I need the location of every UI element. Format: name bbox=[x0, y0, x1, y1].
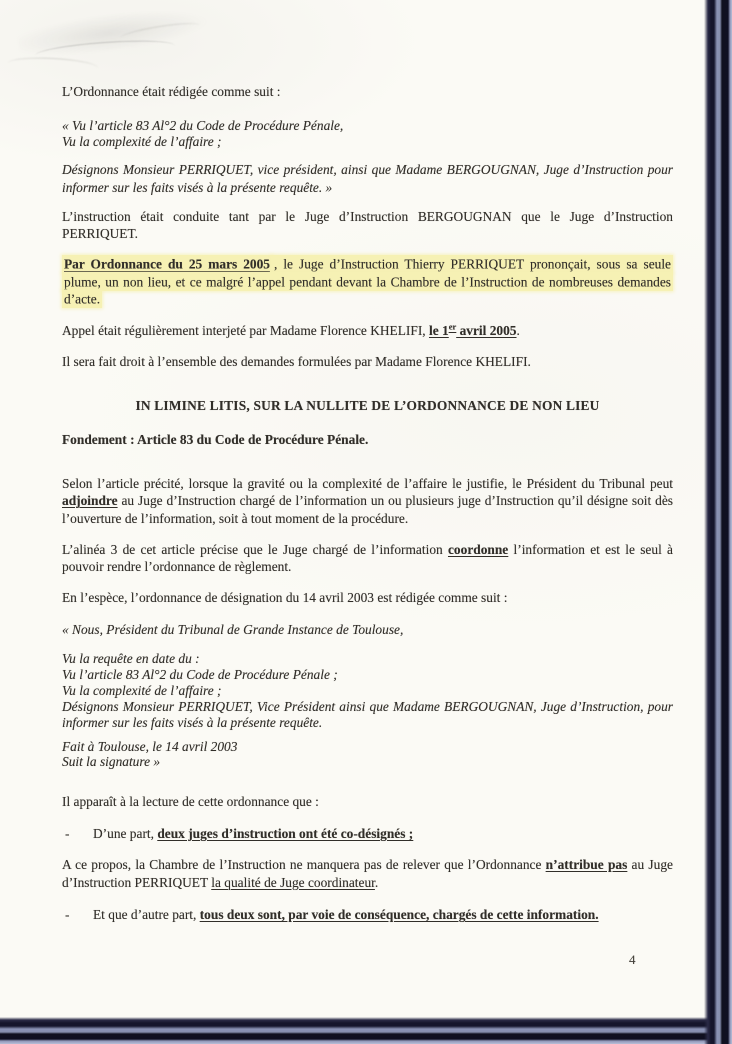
scan-shadow-bottom bbox=[0, 1017, 732, 1044]
text-segment: L’instruction était conduite tant par le Juge d’Instruction BERGOUGNAN que le Juge d’Instruction PERRIQUET. bbox=[62, 209, 673, 242]
text-segment: le 1 bbox=[428, 323, 449, 339]
para-fondement bbox=[62, 431, 673, 448]
bullet-dash: - bbox=[65, 825, 70, 841]
text-segment: D’une part, bbox=[93, 825, 158, 841]
text-segment: Vu la requête en date du : bbox=[62, 651, 200, 667]
document-body bbox=[62, 83, 673, 923]
scan-smudge bbox=[16, 0, 219, 64]
bullet-dash: - bbox=[65, 907, 70, 922]
text-segment: Il apparaît à la lecture de cette ordonnance que : bbox=[62, 794, 319, 810]
text-segment: Fondement : Article 83 du Code de Procédure Pénale. bbox=[62, 432, 369, 448]
text-segment: au Juge d’Instruction PERRIQUET bbox=[62, 857, 673, 890]
bullet-content bbox=[93, 825, 413, 842]
text-segment: . bbox=[516, 323, 520, 339]
text-segment: er bbox=[448, 321, 457, 332]
scan-smudge bbox=[120, 20, 201, 43]
heading-in-limine-litis bbox=[62, 397, 673, 414]
para-highlight-ordonnance bbox=[62, 256, 673, 308]
scan-smudge bbox=[35, 37, 176, 64]
text-segment: au Juge d’Instruction chargé de l’information un ou plusieurs juge d’Instruction qu’il désigne soit dès l’ouverture de l’information, soit à tout moment de la procédure. bbox=[62, 493, 673, 526]
text-segment: tous deux sont, par voie de conséquence, chargés de cette information. bbox=[199, 907, 599, 922]
text-segment: L’alinéa 3 de cet article précise que le Juge chargé de l’information bbox=[62, 541, 448, 557]
page-number: 4 bbox=[629, 952, 636, 967]
text-segment: L’Ordonnance était rédigée comme suit : bbox=[62, 84, 281, 99]
quote-vu-article bbox=[62, 118, 673, 150]
quote-vu-requete bbox=[62, 651, 673, 731]
scan-smudge bbox=[8, 56, 99, 76]
text-segment: En l’espèce, l’ordonnance de désignation du 14 avril 2003 est rédigée comme suit : bbox=[62, 589, 508, 605]
para-en-espece bbox=[62, 589, 673, 606]
text-segment: l’information et est le seul à pouvoir rendre l’ordonnance de règlement. bbox=[62, 541, 674, 575]
text-segment: . bbox=[374, 874, 379, 890]
scan-shadow-right bbox=[704, 0, 732, 1044]
text-segment: Désignons Monsieur PERRIQUET, Vice Président ainsi que Madame BERGOUGNAN, Juge d’Instruction, pour informer sur les faits visés à la présente requête. bbox=[62, 698, 673, 730]
text-segment: Selon l’article précité, lorsque la gravité ou la complexité de l’affaire le justifie, le Président du Tribunal peut bbox=[62, 475, 673, 491]
bullet-et-que-dautre-part bbox=[62, 906, 673, 923]
text-segment: Vu la complexité de l’affaire ; bbox=[62, 682, 222, 698]
bullet-dune-part bbox=[62, 825, 673, 842]
text-segment: coordonne bbox=[447, 541, 509, 557]
para-a-ce-propos bbox=[62, 856, 673, 891]
para-appel-interjete bbox=[62, 322, 673, 339]
text-segment: Et que d’autre part, bbox=[93, 907, 200, 922]
para-selon-article bbox=[62, 475, 673, 527]
para-designons-1 bbox=[62, 161, 673, 196]
text-segment: Appel était régulièrement interjeté par Madame Florence KHELIFI, bbox=[62, 323, 429, 339]
quote-nous-president bbox=[62, 622, 673, 638]
para-instruction-conduite bbox=[62, 208, 673, 243]
text-segment: Fait à Toulouse, le 14 avril 2003 bbox=[62, 738, 238, 754]
text-segment: Suit la signature » bbox=[62, 754, 161, 770]
quote-fait-a-toulouse bbox=[62, 739, 673, 771]
text-segment: Il sera fait droit à l’ensemble des demandes formulées par Madame Florence KHELIFI. bbox=[62, 354, 531, 370]
text-segment: avril 2005 bbox=[456, 323, 517, 339]
text-segment: Désignons Monsieur PERRIQUET, vice président, ainsi que Madame BERGOUGNAN, Juge d’Instruction pour informer sur les faits visés à la présente requête. » bbox=[62, 162, 673, 195]
para-il-sera-fait-droit bbox=[62, 353, 673, 370]
text-segment: n’attribue pas bbox=[545, 857, 628, 873]
text-segment: , le Juge d’Instruction Thierry PERRIQUET prononçait, sous sa seule plume, un non lieu, et ce malgré l’appel pendant devant la Chambre de l’Instruction de nombreuses demandes d’acte. bbox=[64, 256, 671, 307]
bullet-content bbox=[93, 906, 599, 923]
text-segment: « Nous, Président du Tribunal de Grande Instance de Toulouse, bbox=[62, 622, 404, 638]
text-segment: Vu l’article 83 Al°2 du Code de Procédure Pénale ; bbox=[62, 666, 338, 682]
text-segment: Vu la complexité de l’affaire ; bbox=[62, 134, 222, 150]
para-ordonnance-intro bbox=[62, 83, 673, 100]
text-segment: adjoindre bbox=[62, 493, 118, 509]
text-segment: deux juges d’instruction ont été co-désignés ; bbox=[157, 825, 414, 841]
text-segment: Par Ordonnance du 25 mars 2005 bbox=[64, 256, 270, 272]
para-alinea-3 bbox=[62, 541, 673, 576]
text-segment: A ce propos, la Chambre de l’Instruction ne manquera pas de relever que l’Ordonnance bbox=[62, 857, 546, 873]
text-segment: IN LIMINE LITIS, SUR LA NULLITE DE L’ORDONNANCE DE NON LIEU bbox=[135, 397, 600, 413]
para-il-apparait bbox=[62, 793, 673, 810]
text-segment: la qualité de Juge coordinateur bbox=[211, 874, 375, 890]
text-segment: « Vu l’article 83 Al°2 du Code de Procédure Pénale, bbox=[62, 118, 344, 134]
